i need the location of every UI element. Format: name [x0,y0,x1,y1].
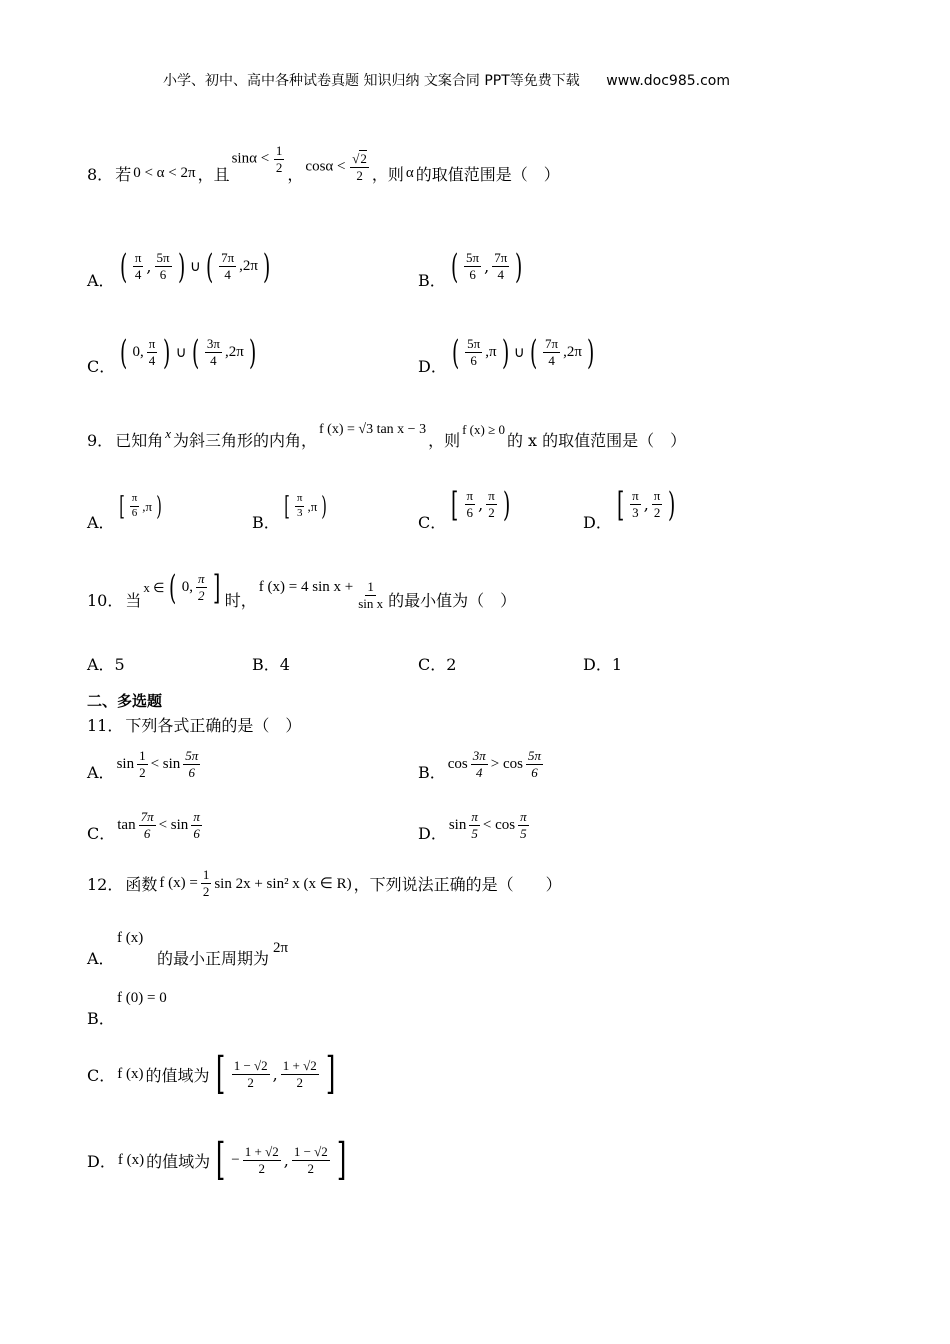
option-label: C． [87,824,116,843]
option-9B: B． [ π 3 ,π ) [252,491,328,532]
math-text: < cos [482,817,516,833]
fraction: π 3 [632,488,639,520]
option-11A [87,746,201,783]
question-9 [87,421,687,451]
union-symbol: ∪ [189,259,201,275]
question-text: ，则 [428,431,461,450]
condition-math: 0 < α < 2π [133,164,196,181]
math-text: < sin [150,756,181,772]
question-text: 当 [125,591,142,610]
math-text: sinα < [231,150,270,167]
math-text: f (0) = 0 [117,990,167,1006]
question-text: 若 [115,164,132,184]
option-label: B． [418,271,446,290]
fraction: π 6 [466,488,474,520]
alpha-var: α [405,164,414,181]
fraction: 5π 6 [185,748,199,780]
option-text: 的值域为 [145,1065,210,1085]
question-10: 10． 当 x ∈ ( 0, π 2 ] 时， f (x) = 4 sin x + $\frac{1}{\text{sin x}}$ 的最小值为（ ） [87,567,517,611]
question-12 [87,868,562,898]
question-text: 函数 [125,874,158,894]
question-text: 的最小值为（ ） [388,591,517,610]
question-number: 9． [87,431,114,450]
fraction: 7π 4 [221,250,235,282]
option-10D: D．1 [583,655,623,674]
fraction: π 2 [488,488,495,520]
question-number: 10． [87,591,124,610]
option-9D: D． [ π 3 , π 2 ) [583,484,676,532]
math-text: f (x) [117,1151,145,1168]
math-text: tan [117,817,136,833]
fraction: 1 − √2 2 [293,1143,328,1176]
function-def: f (x) = 4 sin x + [258,579,354,595]
math-text: ,π [142,498,153,514]
option-9A: A． [ π 6 ,π ) [87,491,162,532]
question-text: ，则 [371,164,404,184]
fraction: π 2 [197,571,205,603]
option-12A [87,930,387,970]
question-text: ，且 [197,164,230,184]
fraction: $\frac{1}{2}$ [275,143,283,175]
option-11C [87,807,203,844]
math-text: 2π [273,940,289,956]
option-12B [87,990,287,1030]
math-text: > cos [490,756,523,772]
fraction: $\frac{1}{2}$ [202,867,210,899]
question-text: 为斜三角形的内角， [172,431,317,450]
question-text: 下列各式正确的是（ ） [125,716,302,735]
option-label: B． [87,1009,115,1028]
math-text: ,π [485,344,497,360]
union-symbol: ∪ [175,345,187,361]
sin-condition [232,144,286,174]
math-text: ,π [307,498,318,514]
fraction: 3π 4 [472,748,486,780]
fraction: $\frac{1 + √2}{2}$ [244,1143,279,1176]
option-label: A． [87,763,115,782]
option-8C: C． ( 0, π 4 ) ∪ ( 3π 4 ,2π ) [87,332,257,376]
math-text: < sin [158,817,189,833]
section-title: 二、多选题 [87,692,163,710]
header-url: www.doc985.com [606,73,730,89]
header-text: 小学、初中、高中各种试卷真题 知识归纳 文案合同 PPT等免费下载 [163,73,580,89]
math-text: − [231,1151,240,1168]
math-text: sin [116,756,135,772]
option-12C: C． f (x) 的值域为 [ 1 − √2 2 , 1 + √2 2 ] [87,1048,336,1099]
option-label: B． [252,513,280,532]
option-10C: C．2 [418,655,457,674]
fraction: 3π 4 [206,336,220,368]
math-text: sin [448,817,467,833]
page-header [163,70,730,90]
question-number: 11． [87,716,124,735]
option-label: D． [418,824,447,843]
option-9C: C． [ π 6 , π 2 ) [418,484,511,532]
question-text: 的 x 的取值范围是（ ） [506,431,687,450]
math-text: x ∈ [143,579,165,595]
fraction: π 4 [148,336,156,368]
x-var: x [165,425,171,441]
math-text: ,2π [224,344,244,360]
question-11 [87,713,301,736]
fraction: 5π 6 [156,250,170,282]
question-text: ， [287,164,304,184]
math-text: cos [447,756,468,772]
option-label: C． [87,1065,116,1085]
math-text: cosα < [305,158,346,175]
option-label: A． [87,271,115,290]
fraction: 1 − √2 2 [233,1057,268,1090]
cos-condition [305,152,369,182]
fraction: π 6 [193,809,200,841]
fraction: 7π 4 [545,336,559,368]
math-text: 0, [181,579,193,595]
option-label: A． [87,949,115,968]
option-label: C． [87,357,116,376]
math-text: f (x) [117,1065,144,1082]
option-text: 的值域为 [146,1151,211,1171]
fraction: 5π 6 [466,250,480,282]
option-label: B． [418,763,446,782]
union-symbol: ∪ [513,345,525,361]
question-number: 8． [87,164,114,184]
option-8D: D． ( 5π 6 ,π ) ∪ ( 7π 4 ,2π ) [418,332,595,376]
math-text: sin 2x + sin² x (x ∈ R) [214,875,352,892]
fraction: π 4 [134,250,142,282]
option-label: D． [87,1151,116,1171]
fraction: π 6 [131,492,138,519]
option-label: D． [583,513,612,532]
fraction: 7π 4 [494,250,508,282]
question-text: 已知角 [115,431,164,450]
fraction: 5π 6 [528,748,542,780]
fraction: π 3 [296,492,303,519]
fraction: 1 + √2 2 [282,1057,317,1090]
condition-math: f (x) ≥ 0 [462,421,505,437]
fraction: π 5 [471,809,478,841]
fraction: π 5 [520,809,527,841]
fraction: $\frac{1}{\text{sin x}}$ [358,579,384,611]
function-def: f (x) = √3 tan x − 3 [319,421,427,437]
fraction: 1 2 [139,748,146,780]
fraction: π 2 [653,488,661,520]
fraction: $\frac{√2}{2}$ [352,151,367,183]
option-11D [418,807,530,844]
math-text: 0, [132,344,144,360]
fraction: 7π 6 [140,809,154,841]
question-number: 12． [87,874,124,894]
question-8 [87,143,560,188]
math-text: f (x) [117,930,144,946]
fraction: 5π 6 [467,336,481,368]
math-text: f (x) = [159,874,198,891]
option-label: A． [87,513,115,532]
option-11B [418,746,544,783]
option-text: 的最小正周期为 [157,949,270,968]
math-text: ,2π [239,258,258,274]
question-text: 时， [224,591,257,610]
option-10A: A．5 [87,655,125,674]
question-text: ，下列说法正确的是（ ） [353,874,562,894]
option-8A: A． ( π 4 , 5π 6 ) ∪ ( 7π 4 ,2π ) [87,246,271,290]
option-label: D． [418,357,447,376]
question-text: 的取值范围是（ ） [415,164,560,184]
option-10B: B．4 [252,655,290,674]
option-12D: D． f (x) 的值域为 [ − $\frac{1 + √2}{2}$ , 1 − √2 2 ] [87,1134,347,1185]
option-label: C． [418,513,447,532]
option-8B: B． ( 5π 6 , 7π 4 ) [418,246,523,290]
math-text: ,2π [563,344,582,360]
